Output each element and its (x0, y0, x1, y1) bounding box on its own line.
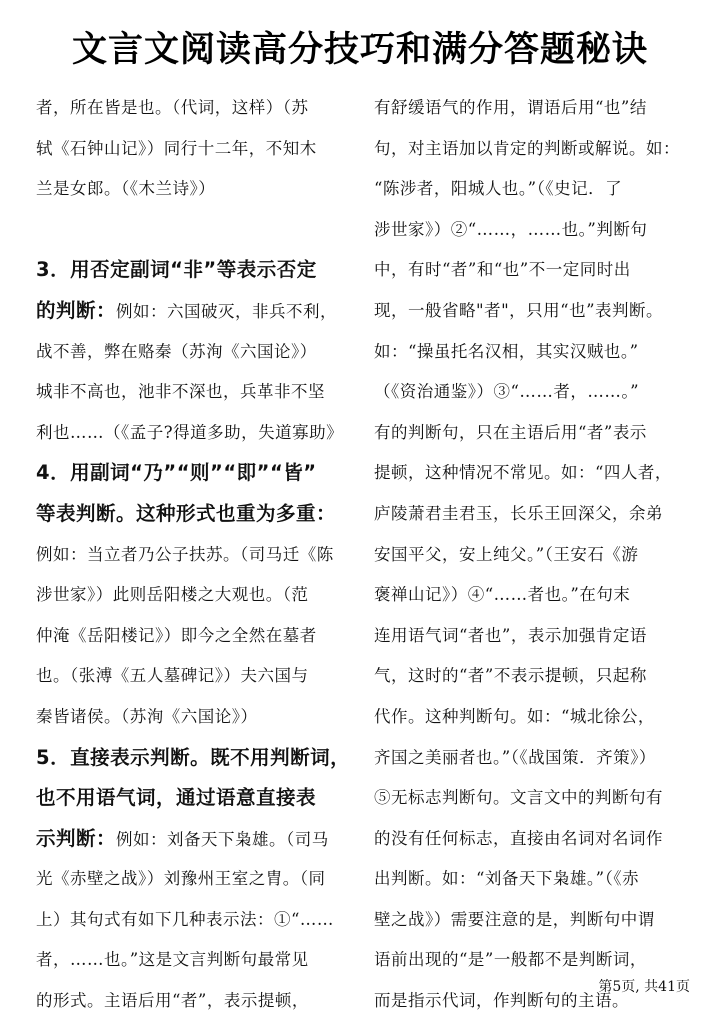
text-line: 兰是女郎。（《木兰诗》） (36, 179, 216, 199)
text-line: （《资治通鉴》）③“……者，……。” (374, 382, 640, 402)
text-line: 者，所在皆是也。（代词，这样）（苏 (36, 98, 309, 117)
text-line: 也。（张溥《五人墓碑记》）夫六国与 (36, 666, 309, 686)
text-line: 秦皆诸侯。（苏洵《六国论》） (36, 706, 258, 726)
text-line: 的形式。主语后用“者”，表示提顿， (36, 991, 309, 1011)
text-line: 安国平父，安上纯父。”（王安石《游 (374, 544, 639, 564)
text-line: 齐国之美丽者也。”（《战国策．齐策》） (374, 747, 656, 767)
text-line: 例如：当立者乃公子扶苏。（司马迁《陈 (36, 544, 334, 564)
section-5-heading-cont: 也不用语气词，通过语意直接表 (36, 786, 317, 810)
text-line: 轼《石钟山记》）同行十二年，不知木 (36, 138, 317, 158)
right-column (374, 88, 692, 1022)
text-line: 壁之战》）需要注意的是，判断句中谓 (374, 909, 655, 929)
section-3-example: 例如：六国破灭，非兵不利， (116, 301, 338, 321)
page-title: 文言文阅读高分技巧和满分答题秘诀 (71, 30, 648, 70)
text-line: 有的判断句，只在主语后用“者”表示 (374, 422, 647, 442)
text-line: 光《赤壁之战》）刘豫州王室之胄。（同 (36, 869, 326, 889)
left-column (36, 88, 354, 1022)
text-line: 如：“操虽托名汉相，其实汉贼也。” (374, 341, 639, 361)
section-3-heading-line (36, 291, 354, 332)
text-line: 利也……（《孟子?得道多助，失道寡助》 (36, 422, 344, 442)
text-line: ⑤无标志判断句。文言文中的判断句有 (374, 788, 663, 808)
text-line: 城非不高也，池非不深也，兵革非不坚 (36, 382, 325, 402)
text-line: 气，这时的“者”不表示提顿，只起称 (374, 666, 647, 686)
text-line: 连用语气词“者也”，表示加强肯定语 (374, 625, 647, 645)
text-line: 涉世家》）此则岳阳楼之大观也。（范 (36, 585, 309, 605)
text-line: 涉世家》）②“……，……也。”判断句 (374, 219, 648, 239)
text-line: 语前出现的“是”一般都不是判断词， (374, 950, 647, 970)
spacer (36, 210, 354, 251)
text-line: 现，一般省略"者"，只用“也”表判断。 (374, 300, 664, 320)
section-5-example: 例如：刘备天下枭雄。（司马 (116, 829, 329, 849)
text-line: 褒禅山记》）④“……者也。”在句末 (374, 585, 631, 605)
text-line: 的没有任何标志，直接由名词对名词作 (374, 828, 663, 848)
text-line: 上）其句式有如下几种表示法：①“…… (36, 909, 334, 929)
text-line: 中，有时“者”和“也”不一定同时出 (374, 260, 631, 280)
text-line: “陈涉者，阳城人也。”（《史记．了 (374, 179, 623, 199)
text-line: 战不善，弊在赂秦（苏洵《六国论》） (36, 341, 317, 361)
section-3-heading-tail: 的判断： (36, 298, 117, 322)
section-4-heading: 4．用副词“乃”“则”“即”“皆” (36, 461, 317, 485)
section-5-heading: 5．直接表示判断。既不用判断词， (36, 745, 351, 769)
text-line: 代作。这种判断句。如：“城北徐公， (374, 706, 655, 726)
text-line: 句，对主语加以肯定的判断或解说。如： (374, 138, 680, 158)
text-line: 有舒缓语气的作用，谓语后用“也”结 (374, 98, 647, 117)
text-line: 而是指示代词，作判断句的主语。 (374, 991, 629, 1011)
text-line: 者，……也。”这是文言判断句最常见 (36, 950, 309, 970)
section-3-heading: 3．用否定副词“非”等表示否定 (36, 258, 317, 282)
page-number: 第5页, 共41页 (598, 979, 690, 995)
text-line: 仲淹《岳阳楼记》）即今之全然在墓者 (36, 625, 317, 645)
text-line: 庐陵萧君圭君玉，长乐王回深父，余弟 (374, 503, 663, 523)
section-4-heading-cont: 等表判断。这种形式也重为多重： (36, 501, 337, 525)
text-line: 出判断。如：“刘备天下枭雄。”（《赤 (374, 869, 640, 889)
text-line: 提顿，这种情况不常见。如：“四人者， (374, 463, 672, 483)
section-5-heading-line (36, 819, 354, 860)
section-5-heading-tail: 示判断： (36, 826, 117, 850)
